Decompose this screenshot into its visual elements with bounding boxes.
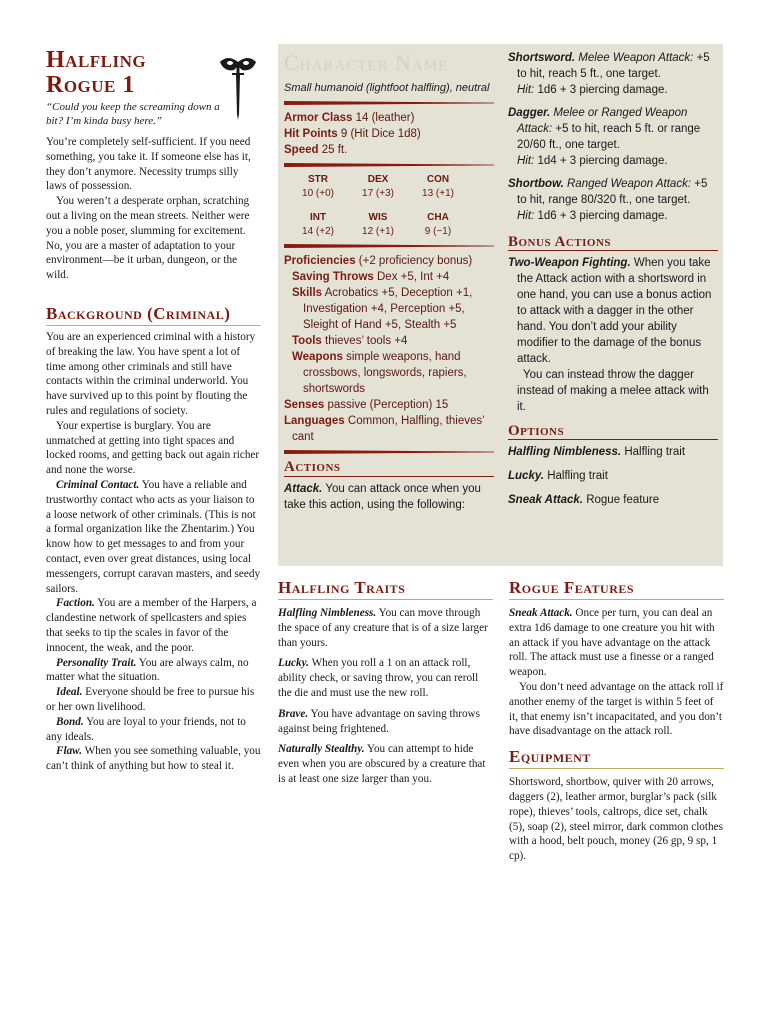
trait-lucky bbox=[278, 656, 493, 700]
equipment-title: Equipment bbox=[509, 747, 724, 769]
attack-text: You can attack once when you take this action, using the following: bbox=[284, 483, 481, 511]
intro-paragraph-2: You weren’t a desperate orphan, scratching out a living on the mean streets. Neither were you a noble poser, slumming for excitement. No, you are a master of adaptation to your environment—be it urban, dungeon, or the wild. bbox=[46, 195, 250, 282]
trait-text: You can attempt to hide even when you are obscured by a creature that is at least one size larger than you. bbox=[278, 743, 486, 785]
shortsword-text: +5 to hit, reach 5 ft., one target. bbox=[517, 52, 710, 80]
saving-throws-label: Saving Throws bbox=[292, 271, 374, 283]
flavor-quote: “Could you keep the screaming down a bit? I’m kinda busy here.” bbox=[46, 101, 220, 127]
bonus-actions-title: Bonus Actions bbox=[508, 234, 718, 251]
equipment-list: Shortsword, shortbow, quiver with 20 arrows, daggers (2), leather armor, burglar’s pack (silk rope), thieves’ tools, caltrops, dice set, chalk (5), soap (2), steel mirror, dark common clothes with a hood, belt pouch, money (26 gp, 9 sp, 1 cp). bbox=[509, 776, 723, 863]
ideal-paragraph bbox=[46, 685, 261, 715]
speed-value: 25 ft. bbox=[321, 144, 348, 156]
trait-naturally-stealthy bbox=[278, 742, 493, 786]
shortsword-type: Melee Weapon Attack: bbox=[578, 52, 694, 64]
option-text: Halfling trait bbox=[624, 446, 686, 458]
ability-score: 9 (−1) bbox=[424, 226, 452, 237]
option-label: Halfling Nimbleness. bbox=[508, 446, 622, 458]
rogue-features-title: Rogue Features bbox=[509, 578, 724, 600]
divider bbox=[284, 101, 494, 105]
halfling-traits-section bbox=[278, 578, 493, 793]
option-label: Lucky. bbox=[508, 470, 545, 482]
ability-name: DEX bbox=[367, 174, 389, 185]
senses-label: Senses bbox=[284, 399, 325, 411]
character-name-placeholder: Character Name bbox=[284, 50, 449, 75]
skills-line bbox=[284, 285, 494, 333]
ability-score: 14 (+2) bbox=[302, 226, 334, 237]
ability-name: STR bbox=[308, 174, 328, 185]
flaw-text: When you see something valuable, you can’t think of anything but how to steal it. bbox=[46, 745, 261, 773]
personality-paragraph bbox=[46, 656, 261, 686]
hit-points-line bbox=[284, 126, 494, 142]
two-weapon-fighting-text: When you take the Attack action with a shortsword in one hand, you can use a bonus action to attack with a dagger in the other hand. You don’t add your ability modifier to the damage of the bonus attack. bbox=[517, 257, 712, 365]
options-title: Options bbox=[508, 423, 718, 440]
dagger-hit: 1d4 + 3 piercing damage. bbox=[537, 155, 668, 167]
skills-value: Acrobatics +5, Deception +1, Investigation +4, Perception +5, Sleight of Hand +5, Stealth +5 bbox=[303, 287, 473, 331]
weapons-line bbox=[284, 349, 494, 397]
sneak-attack-text: Once per turn, you can deal an extra 1d6 damage to one creature you hit with an attack if you have advantage on the attack roll. The attack must use a finesse or a ranged weapon. bbox=[509, 607, 715, 679]
background-text bbox=[46, 330, 261, 774]
bond-paragraph bbox=[46, 715, 261, 745]
speed-line bbox=[284, 142, 494, 158]
creature-type: Small humanoid (lightfoot halfling), neutral bbox=[284, 82, 490, 94]
intro-text bbox=[46, 135, 261, 283]
two-weapon-fighting bbox=[508, 255, 718, 367]
trait-text: You have advantage on saving throws against being frightened. bbox=[278, 707, 480, 735]
attack-label: Attack. bbox=[284, 483, 323, 495]
option-lucky bbox=[508, 468, 718, 484]
tools-line bbox=[284, 333, 494, 349]
shortsword-attack bbox=[508, 50, 718, 98]
hit-points-value: 9 (Hit Dice 1d8) bbox=[340, 128, 421, 140]
ability-name: CHA bbox=[427, 212, 449, 223]
languages-label: Languages bbox=[284, 415, 345, 427]
trait-label: Brave. bbox=[278, 707, 309, 720]
page-title-line1: Halfling bbox=[46, 47, 147, 73]
senses-value: passive (Perception) 15 bbox=[327, 399, 449, 411]
option-halfling-nimbleness bbox=[508, 444, 718, 460]
two-weapon-fighting-label: Two-Weapon Fighting. bbox=[508, 257, 631, 269]
dagger-type: Melee or Ranged Weapon Attack: bbox=[517, 107, 688, 135]
sneak-attack-label: Sneak Attack. bbox=[509, 607, 573, 619]
skills-label: Skills bbox=[292, 287, 323, 299]
trait-label: Naturally Stealthy. bbox=[278, 743, 365, 756]
weapons-label: Weapons bbox=[292, 351, 343, 363]
sneak-attack-feature bbox=[509, 606, 724, 680]
saving-throws-line bbox=[284, 269, 494, 285]
proficiencies bbox=[284, 253, 494, 445]
shortbow-type: Ranged Weapon Attack: bbox=[567, 178, 692, 190]
option-label: Sneak Attack. bbox=[508, 494, 583, 506]
rogue-features-section bbox=[509, 578, 724, 870]
ability-score: 13 (+1) bbox=[422, 188, 454, 199]
personality-label: Personality Trait. bbox=[56, 656, 137, 669]
ability-score: 12 (+1) bbox=[362, 226, 394, 237]
armor-class-value: 14 (leather) bbox=[355, 112, 415, 124]
armor-class-line bbox=[284, 110, 494, 126]
shortbow-hit: 1d6 + 3 piercing damage. bbox=[537, 210, 668, 222]
stat-block-left bbox=[284, 50, 494, 513]
weapons-value: simple weapons, hand crossbows, longswords, rapiers, shortswords bbox=[303, 351, 467, 395]
personality-text: You are always calm, no matter what the situation. bbox=[46, 656, 249, 684]
languages-line bbox=[284, 413, 494, 445]
tools-value: thieves’ tools +4 bbox=[325, 335, 408, 347]
bond-text: You are loyal to your friends, not to any ideals. bbox=[46, 715, 246, 743]
trait-nimbleness bbox=[278, 606, 493, 650]
shortsword-label: Shortsword. bbox=[508, 52, 576, 64]
shortbow-label: Shortbow. bbox=[508, 178, 564, 190]
divider bbox=[284, 244, 494, 248]
armor-class-label: Armor Class bbox=[284, 112, 353, 124]
hit-points-label: Hit Points bbox=[284, 128, 338, 140]
shortsword-hit: 1d6 + 3 piercing damage. bbox=[537, 84, 668, 96]
proficiencies-label: Proficiencies bbox=[284, 255, 356, 267]
stat-block bbox=[278, 44, 723, 566]
stat-block-right bbox=[508, 50, 718, 508]
background-title: Background (Criminal) bbox=[46, 304, 261, 326]
shortsword-hit-label: Hit: bbox=[517, 84, 535, 96]
divider bbox=[284, 450, 494, 454]
trait-text: You can move through the space of any creature that is of a size larger than yours. bbox=[278, 607, 488, 649]
languages-value: Common, Halfling, thieves’ cant bbox=[292, 415, 485, 443]
ability-name: INT bbox=[309, 212, 327, 223]
halfling-traits-title: Halfling Traits bbox=[278, 578, 493, 600]
proficiencies-value: (+2 proficiency bonus) bbox=[358, 255, 473, 267]
shortbow-hit-label: Hit: bbox=[517, 210, 535, 222]
page-title-line2: Rogue 1 bbox=[46, 72, 135, 98]
dagger-text: +5 to hit, reach 5 ft. or range 20/60 ft., one target. bbox=[517, 123, 701, 151]
bond-label: Bond. bbox=[56, 715, 84, 728]
ideal-text: Everyone should be free to pursue his or her own livelihood. bbox=[46, 686, 255, 713]
actions-title: Actions bbox=[284, 459, 494, 477]
divider bbox=[284, 163, 494, 167]
ability-score: 10 (+0) bbox=[302, 188, 334, 199]
ability-name: WIS bbox=[368, 212, 388, 223]
attack-action bbox=[284, 481, 494, 513]
senses-line bbox=[284, 397, 494, 413]
trait-brave bbox=[278, 707, 493, 737]
flaw-paragraph bbox=[46, 744, 261, 774]
criminal-contact-text: You have a reliable and trustworthy contact who acts as your liaison to a loose network of other criminals. (This is not a formal organization like the Zhentarim.) You know how to get messages to and from your contact, even over great distances, using local messengers, corrupt caravan masters, and seedy sailors. bbox=[46, 478, 261, 595]
intro-paragraph-1: You’re completely self-sufficient. If you need something, you take it. If someone else has it, they don’t anymore. Necessity trumps silly laws of possession. bbox=[46, 136, 251, 193]
trait-label: Lucky. bbox=[278, 657, 309, 670]
faction-text: You are a member of the Harpers, a clandestine network of spellcasters and spies that seeks to tip the scales in favor of the innocent, the weak, and the poor. bbox=[46, 597, 257, 654]
saving-throws-value: Dex +5, Int +4 bbox=[377, 271, 450, 283]
dagger-attack bbox=[508, 105, 718, 169]
two-weapon-fighting-text-2: You can instead throw the dagger instead of making a melee attack with it. bbox=[517, 369, 709, 413]
trait-text: When you roll a 1 on an attack roll, ability check, or saving throw, you can reroll the die and must use the new roll. bbox=[278, 657, 479, 699]
ideal-label: Ideal. bbox=[56, 686, 83, 699]
dagger-hit-label: Hit: bbox=[517, 155, 535, 167]
proficiency-bonus-line bbox=[284, 253, 494, 269]
sneak-attack-text-2: You don’t need advantage on the attack roll if another enemy of the target is within 5 feet of it, that enemy isn’t incapacitated, and you don’t have disadvantage on the attack roll. bbox=[509, 680, 724, 738]
ability-scores bbox=[284, 173, 494, 239]
criminal-contact-paragraph bbox=[46, 478, 261, 596]
tools-label: Tools bbox=[292, 335, 322, 347]
flaw-label: Flaw. bbox=[56, 745, 83, 758]
ability-name: CON bbox=[426, 174, 450, 185]
ability-score: 17 (+3) bbox=[362, 188, 394, 199]
speed-label: Speed bbox=[284, 144, 319, 156]
shortbow-text: +5 to hit, range 80/320 ft., one target. bbox=[517, 178, 708, 206]
trait-label: Halfling Nimbleness. bbox=[278, 607, 377, 619]
faction-paragraph bbox=[46, 596, 261, 655]
background-paragraph-1: You are an experienced criminal with a history of breaking the law. You have spent a lot of time among other criminals and still have contacts within the criminal underworld. You have survived up to this point by flouting the rules and regulations of society. bbox=[46, 331, 256, 417]
criminal-contact-label: Criminal Contact. bbox=[56, 478, 140, 491]
dagger-label: Dagger. bbox=[508, 107, 551, 119]
option-text: Rogue feature bbox=[586, 494, 660, 506]
option-text: Halfling trait bbox=[547, 470, 608, 482]
option-sneak-attack bbox=[508, 492, 718, 508]
shortbow-attack bbox=[508, 176, 718, 224]
background-paragraph-2: Your expertise is burglary. You are unmatched at getting into tight spaces and locked rooms, and getting back out again richer and none the worse. bbox=[46, 419, 260, 477]
faction-label: Faction. bbox=[56, 597, 95, 610]
